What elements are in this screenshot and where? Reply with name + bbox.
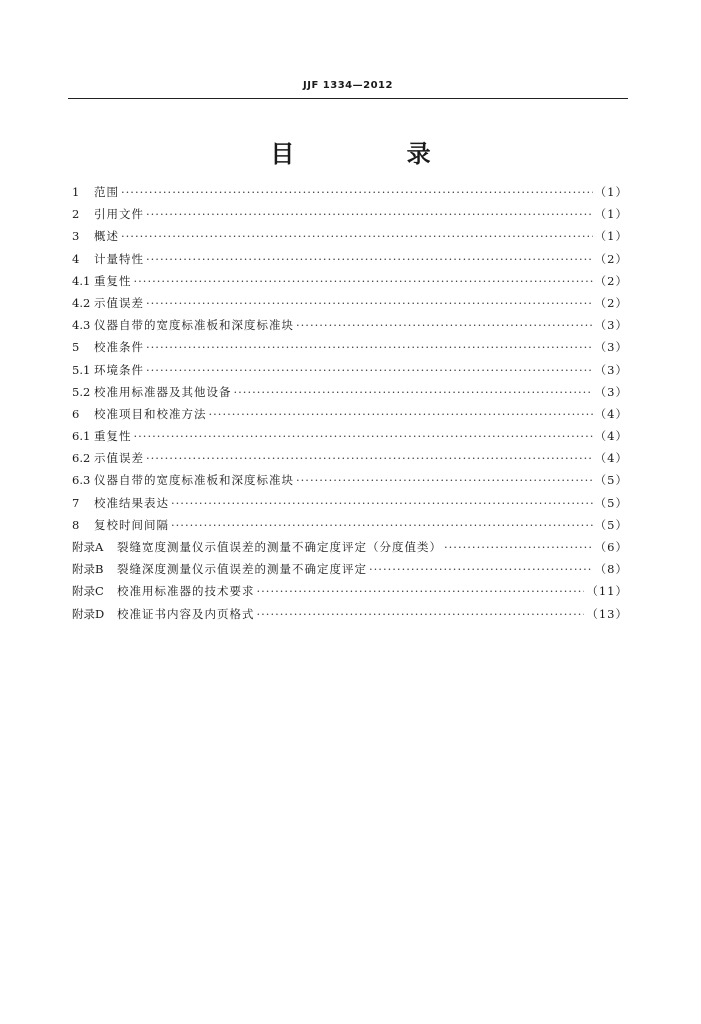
toc-entry-5-2 (72, 384, 628, 406)
toc-entry-8 (72, 517, 628, 539)
toc-entry-page: （2） (594, 273, 628, 288)
toc-entry-appendix-b (72, 561, 628, 583)
toc-entry-title: 校准项目和校准方法 (94, 406, 207, 421)
toc-entry-3 (72, 228, 628, 250)
toc-entry-title: 裂缝深度测量仪示值误差的测量不确定度评定 (117, 562, 367, 577)
toc-entry-title: 环境条件 (94, 362, 144, 377)
toc-entry-number: 附录A (72, 540, 104, 554)
toc-leader-dots (257, 584, 585, 598)
toc-entry-page: （1） (594, 185, 628, 199)
toc-entry-4 (72, 251, 628, 273)
toc-entry-page: （6） (594, 540, 628, 554)
toc-entry-6-2 (72, 450, 628, 472)
toc-entry-4-2 (72, 295, 628, 317)
toc-entry-page: （3） (594, 384, 628, 399)
toc-leader-dots (146, 451, 593, 465)
toc-entry-page: （3） (594, 318, 628, 333)
toc-entry-number: 5.1 (72, 362, 91, 377)
toc-entry-page: （5） (594, 517, 628, 532)
toc-entry-page: （3） (594, 340, 628, 355)
toc-entry-title: 仪器自带的宽度标准板和深度标准块 (94, 473, 294, 488)
toc-leader-dots (444, 540, 593, 554)
toc-entry-title: 校准用标准器的技术要求 (117, 584, 255, 599)
toc-entry-title: 校准证书内容及内页格式 (117, 606, 255, 621)
toc-leader-dots (146, 252, 593, 266)
toc-entry-page: （2） (594, 295, 628, 310)
toc-entry-page: （11） (586, 584, 628, 599)
toc-entry-7 (72, 495, 628, 517)
toc-leader-dots (146, 296, 593, 310)
toc-entry-number: 附录B (72, 562, 104, 577)
toc-leader-dots (121, 185, 593, 199)
toc-leader-dots (257, 607, 585, 621)
toc-leader-dots (171, 518, 593, 532)
toc-entry-title: 概述 (94, 229, 119, 244)
toc-entry-title: 重复性 (94, 429, 132, 444)
toc-entry-appendix-a (72, 539, 628, 561)
toc-entry-number: 8 (72, 517, 80, 532)
standard-code: JJF 1334—2012 (303, 80, 393, 91)
toc-entry-6-3 (72, 472, 628, 494)
toc-leader-dots (146, 340, 593, 354)
toc-entry-title: 范围 (94, 185, 119, 199)
toc-entry-1 (72, 184, 628, 206)
toc-entry-number: 附录D (72, 606, 105, 621)
toc-entry-number: 7 (72, 495, 80, 510)
toc-entry-5 (72, 339, 628, 361)
toc-entry-page: （2） (594, 251, 628, 266)
toc-entry-number: 5.2 (72, 384, 91, 399)
toc-entry-number: 5 (72, 340, 80, 355)
toc-entry-6-1 (72, 428, 628, 450)
toc-entry-4-1 (72, 273, 628, 295)
toc-entry-6 (72, 406, 628, 428)
toc-leader-dots (134, 429, 593, 443)
toc-leader-dots (146, 207, 593, 221)
toc-entry-title: 示值误差 (94, 295, 144, 310)
toc-entry-title: 重复性 (94, 273, 132, 288)
toc-entry-title: 仪器自带的宽度标准板和深度标准块 (94, 318, 294, 333)
toc-leader-dots (171, 496, 593, 510)
toc-entry-2 (72, 206, 628, 228)
toc-entry-title: 计量特性 (94, 251, 144, 266)
toc-leader-dots (296, 473, 593, 487)
table-of-contents (72, 184, 628, 628)
toc-entry-title: 校准结果表达 (94, 495, 169, 510)
toc-entry-title: 引用文件 (94, 207, 144, 222)
toc-entry-number: 4.1 (72, 273, 91, 288)
toc-entry-number: 6.1 (72, 429, 91, 444)
toc-entry-page: （4） (594, 429, 628, 444)
toc-entry-page: （8） (594, 562, 628, 577)
toc-entry-title: 校准用标准器及其他设备 (94, 384, 232, 399)
toc-leader-dots (146, 363, 593, 377)
toc-leader-dots (234, 385, 593, 399)
toc-entry-number: 4 (72, 251, 80, 266)
toc-entry-number: 2 (72, 207, 80, 222)
toc-entry-title: 校准条件 (94, 340, 144, 355)
toc-entry-page: （1） (594, 229, 628, 244)
toc-entry-page: （5） (594, 495, 628, 510)
toc-entry-number: 6.2 (72, 451, 91, 466)
toc-entry-appendix-c (72, 583, 628, 605)
toc-entry-appendix-d (72, 606, 628, 628)
toc-entry-number: 4.2 (72, 295, 91, 310)
toc-leader-dots (134, 274, 593, 288)
toc-entry-4-3 (72, 317, 628, 339)
toc-entry-page: （1） (594, 207, 628, 222)
toc-leader-dots (121, 229, 593, 243)
toc-entry-number: 6 (72, 406, 80, 421)
toc-entry-page: （3） (594, 362, 628, 377)
toc-title: 目 录 (270, 140, 483, 168)
toc-leader-dots (296, 318, 593, 332)
toc-leader-dots (209, 407, 593, 421)
toc-leader-dots (369, 562, 593, 576)
toc-entry-5-1 (72, 362, 628, 384)
toc-entry-number: 6.3 (72, 473, 91, 488)
toc-entry-number: 4.3 (72, 318, 91, 333)
toc-entry-title: 示值误差 (94, 451, 144, 466)
toc-entry-title: 复校时间间隔 (94, 517, 169, 532)
toc-entry-page: （13） (586, 606, 628, 621)
toc-entry-number: 附录C (72, 584, 104, 599)
toc-entry-title: 裂缝宽度测量仪示值误差的测量不确定度评定（分度值类） (117, 540, 442, 554)
toc-entry-number: 3 (72, 229, 80, 244)
toc-entry-page: （4） (594, 406, 628, 421)
page-header (68, 78, 628, 99)
toc-entry-page: （5） (594, 473, 628, 488)
toc-entry-number: 1 (72, 185, 80, 199)
toc-entry-page: （4） (594, 451, 628, 466)
